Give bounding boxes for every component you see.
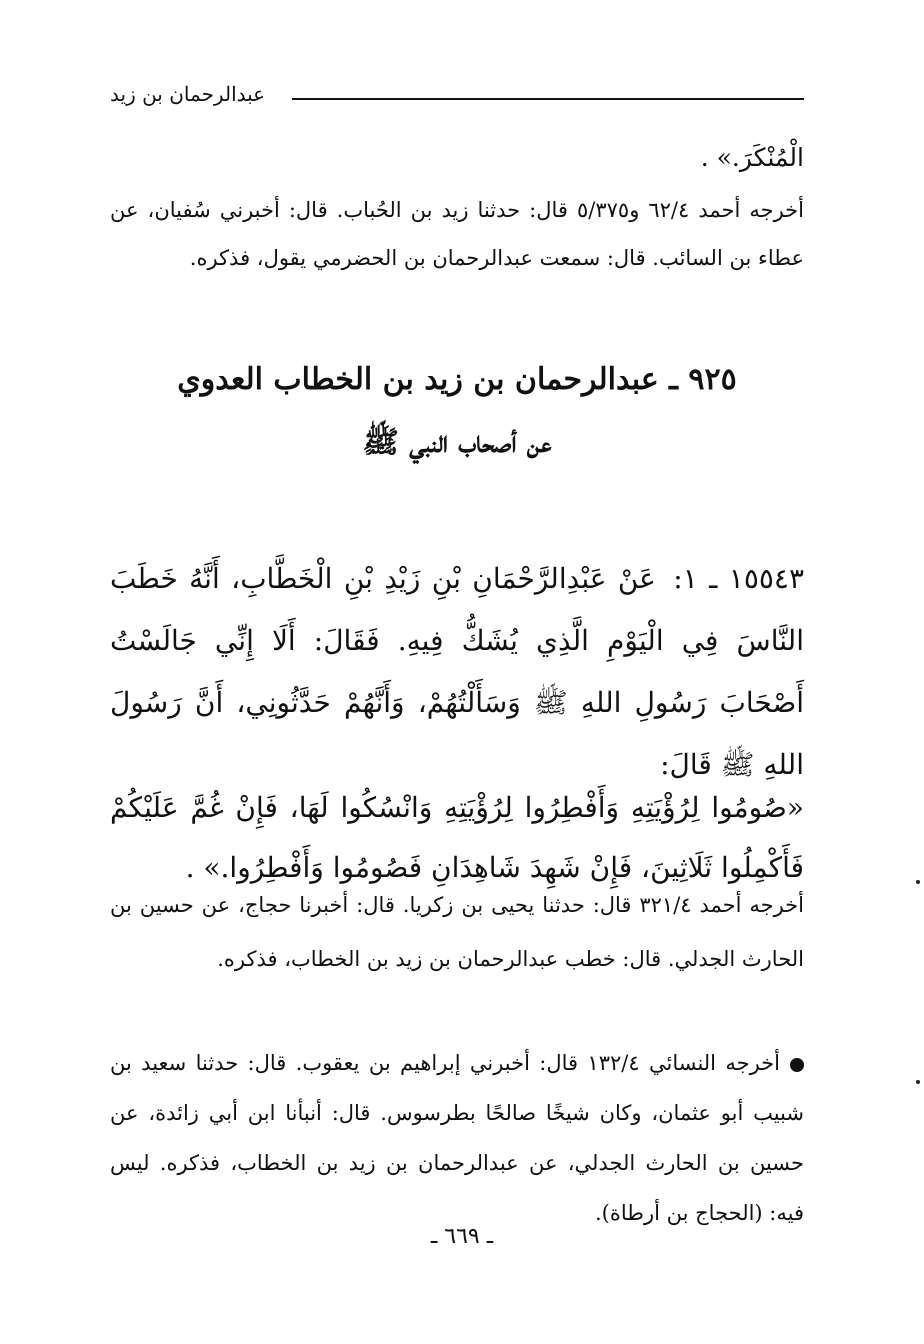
hadith-text [110, 548, 804, 796]
header-rule [292, 98, 804, 100]
chapter-subheading: عن أصحاب النبي ﷺ [362, 425, 552, 460]
hadith-isnad: عَنْ عَبْدِالرَّحْمَانِ بْنِ زَيْدِ بْنِ الْخَطَّابِ، أَنَّهُ خَطَبَ النَّاسَ فِي الْيَوْمِ الَّذِي يُشَكُّ فِيهِ. فَقَالَ: أَلَا إِنِّي جَالَسْتُ أَصْحَابَ رَسُولِ اللهِ ﷺ وَسَأَلْتُهُمْ، وَأَنَّهُمْ حَدَّثُونِي، أَنَّ رَسُولَ اللهِ ﷺ قَالَ: [110, 562, 804, 781]
hadith-number: ١٥٥٤٣ ـ ١: [673, 562, 804, 595]
previous-hadith-source: أخرجه أحمد ٦٢/٤ و٥/٣٧٥ قال: حدثنا زيد بن الحُباب. قال: أخبرني سُفيان، عن عطاء بن السائب. قال: سمعت عبدالرحمان بن الحضرمي يقول، فذكره. [110, 198, 804, 270]
bullet-icon [790, 1058, 804, 1072]
scan-speck [916, 1080, 920, 1084]
running-title: عبدالرحمان بن زيد [110, 82, 266, 106]
chapter-heading: ٩٢٥ ـ عبدالرحمان بن زيد بن الخطاب العدوي [177, 362, 737, 397]
source-nasai-paragraph [110, 1038, 804, 1238]
source-ahmad: أخرجه أحمد ٣٢١/٤ قال: حدثنا يحيى بن زكريا. قال: أخبرنا حجاج، عن حسين بن الحارث الجدلي. قال: خطب عبدالرحمان بن زيد بن الخطاب، فذكره. [110, 893, 804, 971]
source-nasai: أخرجه النسائي ١٣٢/٤ قال: أخبرني إبراهيم بن يعقوب. قال: حدثنا سعيد بن شبيب أبو عثمان، وكان شيخًا صالحًا بطرسوس. قال: أنبأنا ابن أبي زائدة، عن حسين بن الحارث الجدلي، عن عبدالرحمان بن زيد بن الخطاب، فذكره. ليس فيه: (الحجاج بن أرطاة). [110, 1051, 804, 1225]
hadith-matn: «صُومُوا لِرُؤْيَتِهِ وَأَفْطِرُوا لِرُؤْيَتِهِ وَانْسُكُوا لَهَا، فَإِنْ غُمَّ عَلَيْكُمْ فَأَكْمِلُوا ثَلَاثِينَ، فَإِنْ شَهِدَ شَاهِدَانِ فَصُومُوا وَأَفْطِرُوا.» . [110, 791, 804, 884]
running-header [110, 82, 804, 116]
previous-hadith-ending: الْمُنْكَرَ.» . [700, 143, 804, 172]
scan-speck [916, 880, 920, 884]
page-number: ـ ٦٦٩ ـ [430, 1224, 494, 1249]
